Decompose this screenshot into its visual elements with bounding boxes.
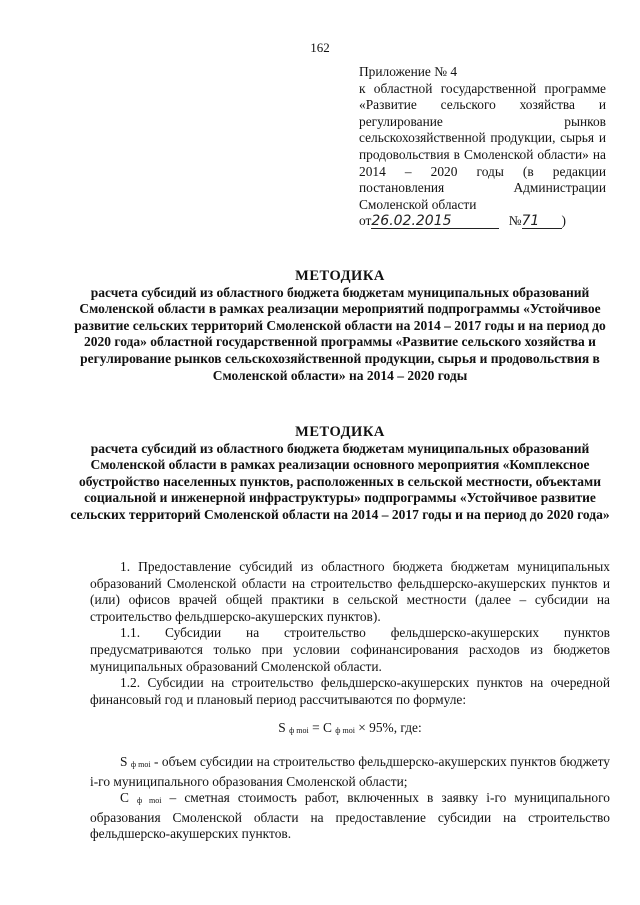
title-heading-2: МЕТОДИКА <box>295 424 385 440</box>
title-heading-1: МЕТОДИКА <box>295 268 385 284</box>
title-block-1 <box>70 268 610 384</box>
close-paren: ) <box>561 213 566 229</box>
appendix-note <box>359 64 606 230</box>
appendix-body: к областной государственной программе «Развитие сельского хозяйства и регулирование рынков сельскохозяйственной продукции, сырья и продовольствия в Смоленской области» на 2014 – 2020 годы (в редакции постановления Администрации Смоленской области <box>359 80 606 212</box>
title-block-2 <box>70 424 610 524</box>
formula-eq: = C <box>308 720 332 736</box>
formula-s: S <box>278 720 286 736</box>
formula-c-sub: ф moi <box>335 726 355 736</box>
formula <box>90 720 610 740</box>
def-s-symbol: S <box>120 753 128 769</box>
title-text-1: расчета субсидий из областного бюджета бюджетам муниципальных образований Смоленской области в рамках реализации мероприятий подпрограммы «Устойчивое развитие сельских территорий Смоленской области на 2014 – 2017 годы и на период до 2020 года» областной государственной программы «Развитие сельского хозяйства и регулирование рынков сельскохозяйственной продукции, сырья и продовольствия в Смоленской области» на 2014 – 2020 годы <box>74 284 606 383</box>
handwritten-date: 26.02.2015 <box>371 214 499 229</box>
paragraph-1-2: 1.2. Субсидии на строительство фельдшерско-акушерских пунктов на очередной финансовый год и плановый период рассчитываются по формуле: <box>90 675 610 707</box>
page-number: 162 <box>310 40 330 55</box>
formula-rest: × 95%, где: <box>354 720 422 736</box>
number-label: № <box>508 213 522 229</box>
formula-s-sub: ф moi <box>289 726 309 736</box>
definition-c <box>90 790 610 843</box>
def-c-sub: ф moi <box>137 796 162 806</box>
from-label: от <box>359 213 372 229</box>
appendix-title: Приложение № 4 <box>359 64 458 79</box>
def-s-sub: ф moi <box>130 759 151 769</box>
title-text-2: расчета субсидий из областного бюджета бюджетам муниципальных образований Смоленской области в рамках реализации основного мероприятия «Комплексное обустройство населенных пунктов, расположенных в сельской местности, объектами социальной и инженерной инфраструктуры» подпрограммы «Устойчивое развитие сельских территорий Смоленской области на 2014 – 2017 годы и на период до 2020 года» <box>70 440 610 522</box>
def-c-symbol: С <box>120 790 129 806</box>
handwritten-number: 71 <box>522 214 562 229</box>
paragraph-1-1: 1.1. Субсидии на строительство фельдшерско-акушерских пунктов предусматриваются только при условии софинансирования расходов из бюджетов муниципальных образований Смоленской области. <box>90 625 610 674</box>
def-c-text: – сметная стоимость работ, включенных в заявку i-го муниципального образования Смоленской области на предоставление субсидии на строительство фельдшерско-акушерских пунктов. <box>90 790 610 842</box>
definition-s <box>90 754 610 790</box>
body-text <box>90 559 610 843</box>
def-s-text: - объем субсидии на строительство фельдшерско-акушерских пунктов бюджету i-го муниципального образования Смоленской области; <box>90 753 610 789</box>
paragraph-1: 1. Предоставление субсидий из областного бюджета бюджетам муниципальных образований Смоленской области на строительство фельдшерско-акушерских пунктов и (или) офисов врачей общей практики в сельской местности (далее – субсидии на строительство фельдшерско-акушерских пунктов). <box>90 559 610 624</box>
appendix-signature-line <box>359 213 606 230</box>
